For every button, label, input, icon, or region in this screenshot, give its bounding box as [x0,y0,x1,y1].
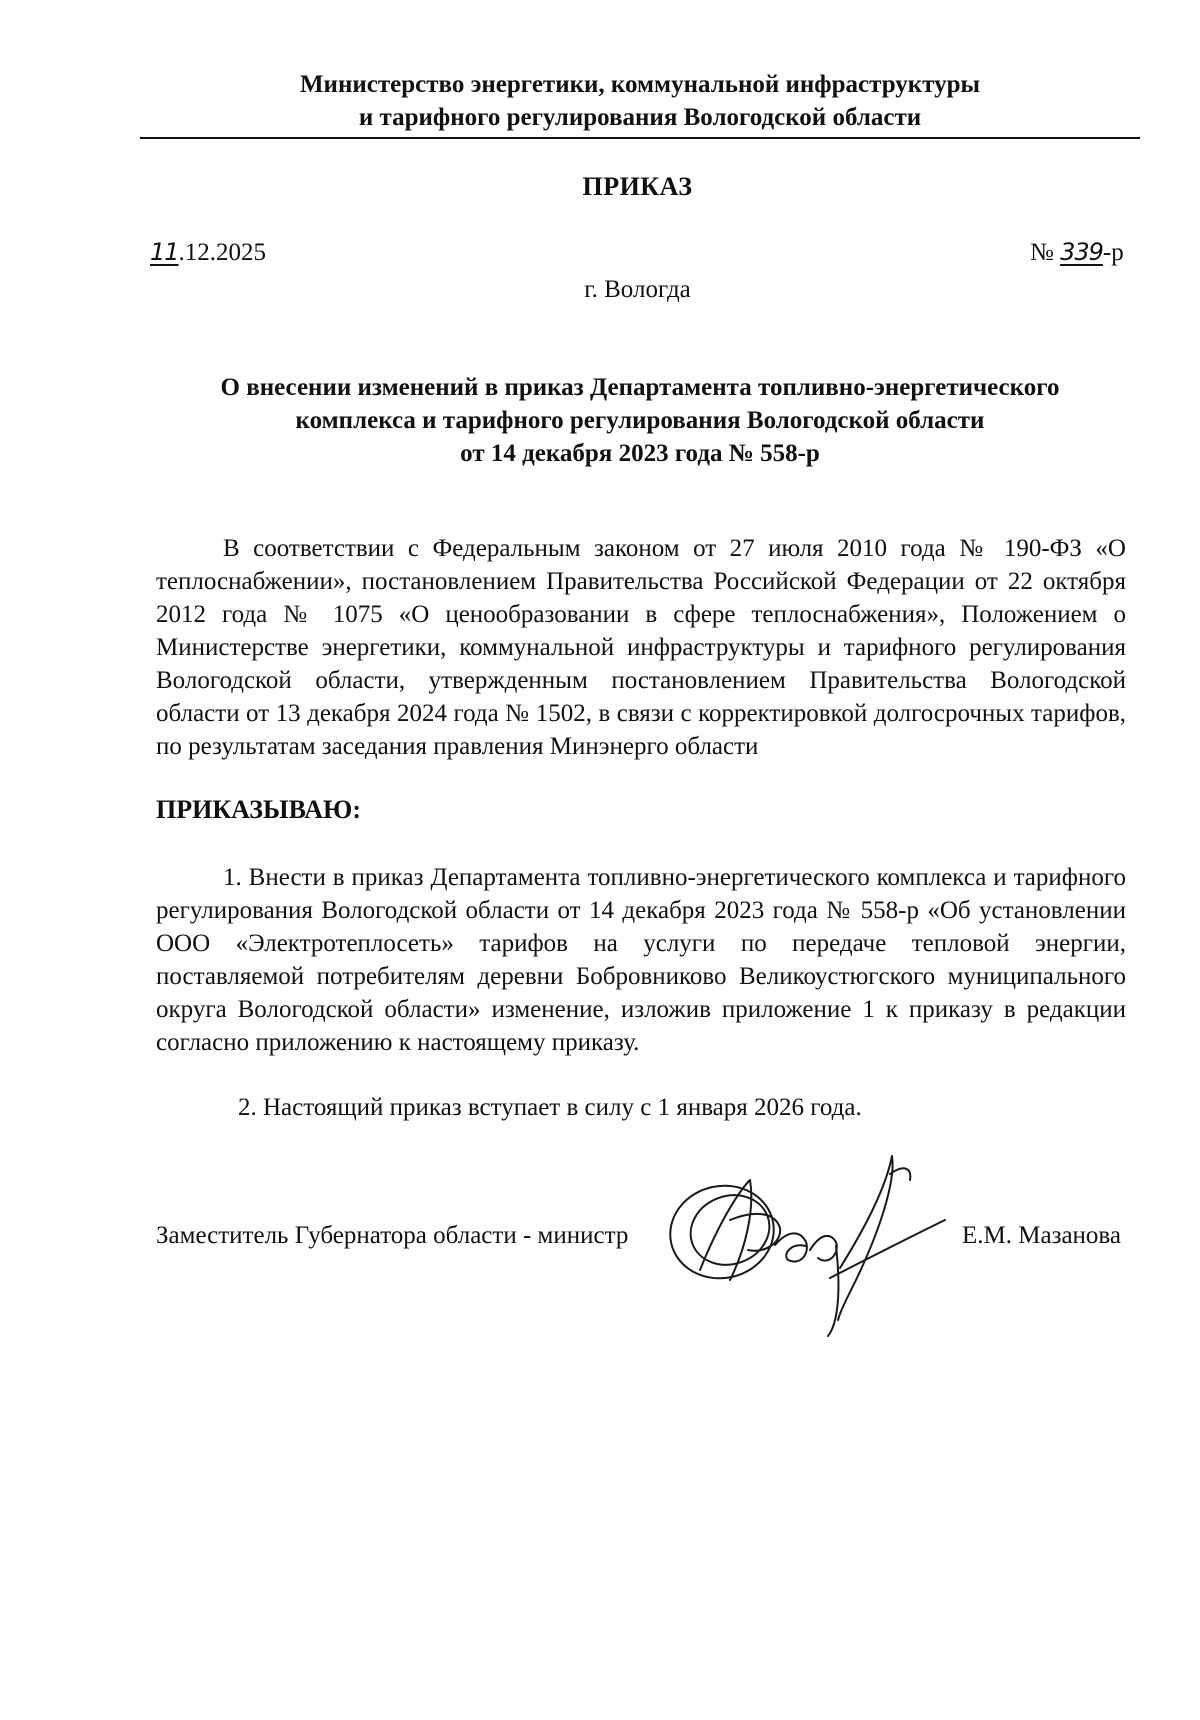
organization-name-line2: и тарифного регулирования Вологодской области [358,104,922,131]
number-suffix: -р [1102,239,1124,266]
order-item-2: 2. Настоящий приказ вступает в силу с 1 января 2026 года. [238,1094,862,1121]
date-month-year: .12.2025 [178,239,267,266]
number-value-handwritten: 339 [1060,238,1103,266]
document-title [140,371,1140,470]
preamble-paragraph: В соответствии с Федеральным законом от 27 июля 2010 года № 190-ФЗ «О теплоснабжении», постановлением Правительства Российской Федерации от 22 октября 2012 года № 1075 «О ценообразовании в сфере теплоснабжения», Положением о Министерстве энергетики, коммунальной инфраструктуры и тарифного регулирования Вологодской области, утвержденным постановлением Правительства Вологодской области от 13 декабря 2024 года № 1502, в связи с корректировкой долгосрочных тарифов, по результатам заседания правления Минэнерго области [156,535,1126,760]
organization-header [140,68,1140,134]
document-city: г. Вологда [584,276,691,303]
title-line1: О внесении изменений в приказ Департамента топливно-энергетического [220,374,1060,401]
signatory-position: Заместитель Губернатора области - министр [156,1222,629,1249]
organization-name-line1: Министерство энергетики, коммунальной инфраструктуры [299,71,981,98]
title-line3: от 14 декабря 2023 года № 558-р [460,440,820,467]
date-day-handwritten: 11 [150,238,179,266]
title-line2: комплекса и тарифного регулирования Вологодской области [295,407,985,434]
handwritten-signature [660,1150,960,1340]
document-type: ПРИКАЗ [582,172,693,201]
order-item-1: 1. Внести в приказ Департамента топливно-энергетического комплекса и тарифного регулирования Вологодской области от 14 декабря 2023 года № 558-р «Об установлении ООО «Электротеплосеть» тарифов на услуги по передаче тепловой энергии, поставляемой потребителям деревни Бобровниково Великоустюгского муниципального округа Вологодской области» изменение, изложив приложение 1 к приказу в редакции согласно приложению к настоящему приказу. [156,864,1126,1056]
document-date [150,238,266,267]
order-directive: ПРИКАЗЫВАЮ: [156,795,361,824]
document-number [1030,238,1124,267]
header-divider [140,137,1140,139]
signatory-name: Е.М. Мазанова [962,1222,1121,1249]
number-sign: № [1030,239,1054,266]
